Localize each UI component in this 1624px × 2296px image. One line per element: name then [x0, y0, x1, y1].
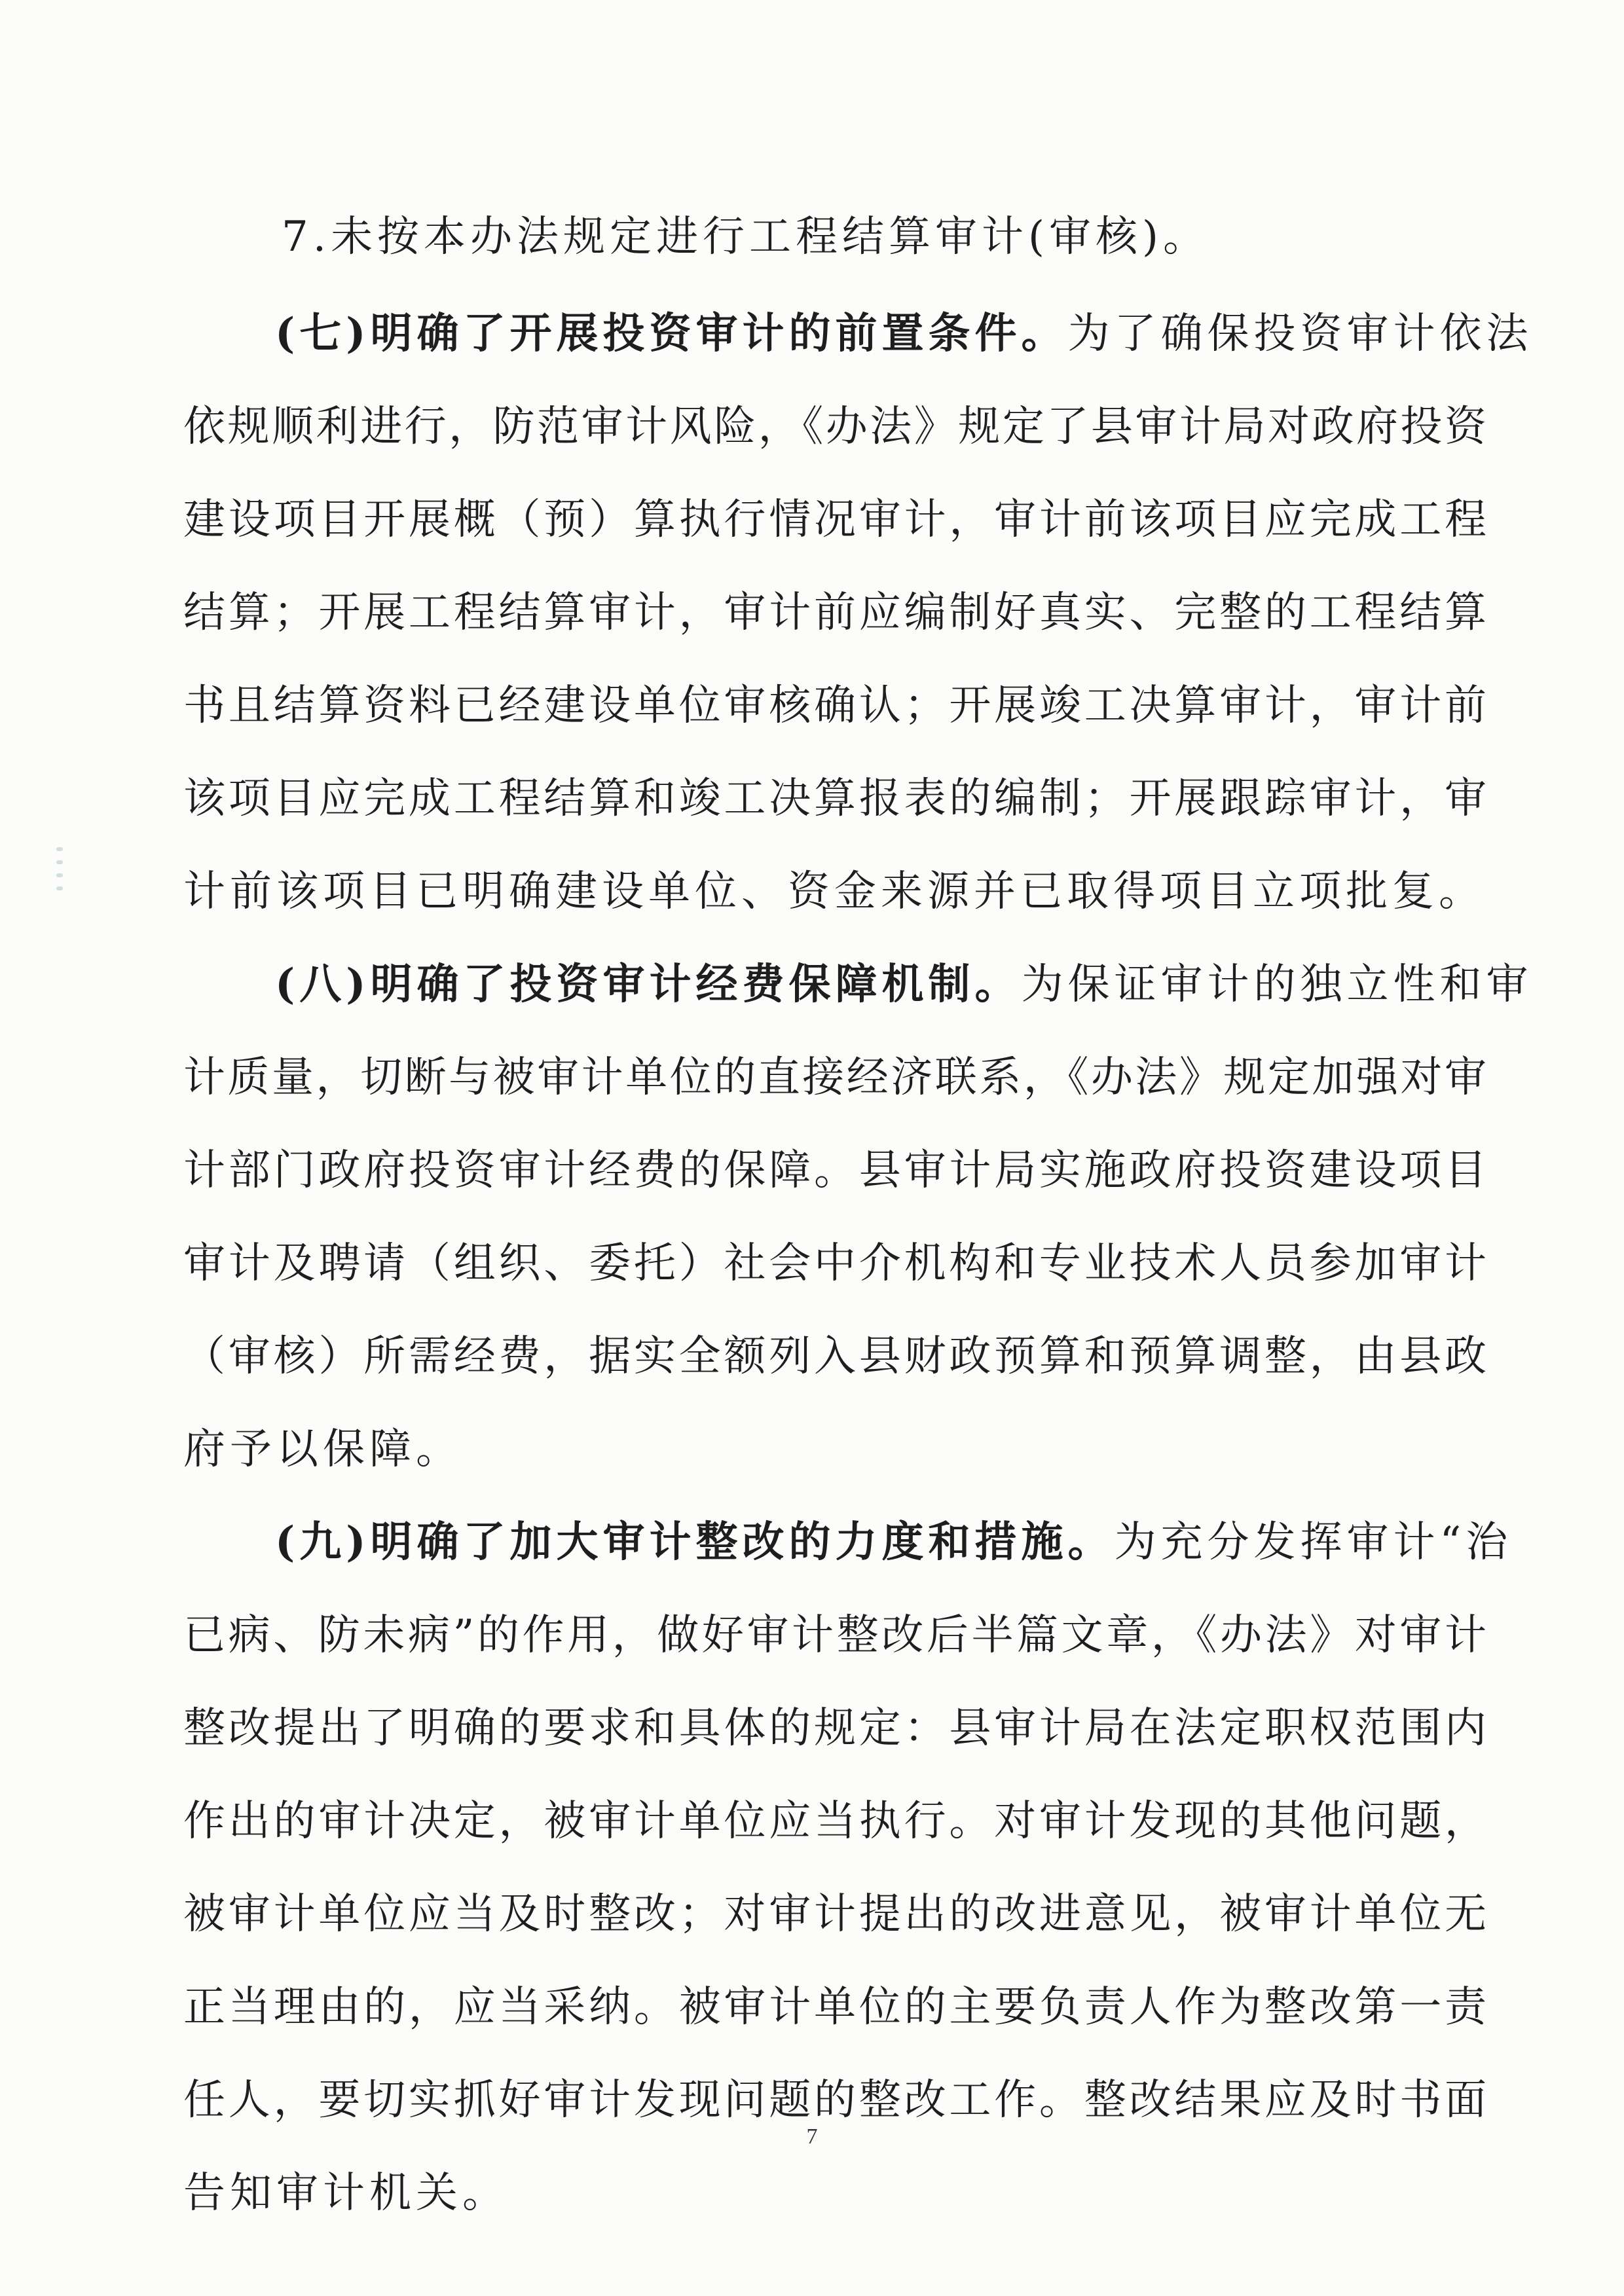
section-8-line: （审核）所需经费，据实全额列入县财政预算和预算调整，由县政	[183, 1332, 1486, 1381]
section-7-line: 该项目应完成工程结算和竣工决算报表的编制；开展跟踪审计，审	[183, 774, 1486, 823]
section-9-line: 整改提出了明确的要求和具体的规定：县审计局在法定职权范围内	[183, 1704, 1486, 1753]
section-8-line: 计部门政府投资审计经费的保障。县审计局实施政府投资建设项目	[183, 1146, 1486, 1195]
section-9-first-text: 为充分发挥审计“治	[1114, 1518, 1513, 1567]
page-number: 7	[806, 2124, 818, 2149]
section-9-line: 被审计单位应当及时整改；对审计提出的改进意见，被审计单位无	[183, 1890, 1486, 1939]
section-9-line: 已病、防未病”的作用，做好审计整改后半篇文章，《办法》对审计	[183, 1611, 1486, 1660]
section-9-first-line	[183, 1516, 1513, 1569]
section-9-line: 正当理由的，应当采纳。被审计单位的主要负责人作为整改第一责	[183, 1983, 1486, 2032]
section-8-heading: (八)明确了投资审计经费保障机制。	[275, 960, 1022, 1009]
section-7-line: 结算；开展工程结算审计，审计前应编制好真实、完整的工程结算	[183, 589, 1486, 637]
section-8-line: 计质量，切断与被审计单位的直接经济联系，《办法》规定加强对审	[183, 1053, 1486, 1102]
section-7-heading: (七)明确了开展投资审计的前置条件。	[275, 309, 1068, 358]
section-7-first-line	[183, 308, 1533, 360]
section-8-first-line	[183, 958, 1533, 1011]
section-7-first-text: 为了确保投资审计依法	[1067, 310, 1533, 358]
section-9-line: 任人，要切实抓好审计发现问题的整改工作。整改结果应及时书面	[183, 2076, 1486, 2124]
section-8-first-text: 为保证审计的独立性和审	[1021, 960, 1533, 1009]
section-7-line: 依规顺利进行，防范审计风险，《办法》规定了县审计局对政府投资	[183, 403, 1486, 451]
section-9-heading: (九)明确了加大审计整改的力度和措施。	[275, 1518, 1115, 1567]
scan-artifact	[51, 838, 71, 930]
section-8-line: 府予以保障。	[183, 1425, 462, 1474]
section-9-line: 作出的审计决定，被审计单位应当执行。对审计发现的其他问题，	[183, 1797, 1486, 1846]
section-7-line: 计前该项目已明确建设单位、资金来源并已取得项目立项批复。	[183, 867, 1485, 916]
section-9-line: 告知审计机关。	[183, 2169, 509, 2217]
section-7-line: 书且结算资料已经建设单位审核确认；开展竣工决算审计，审计前	[183, 682, 1486, 730]
list-item-7: 7.未按本办法规定进行工程结算审计(审核)。	[282, 213, 1209, 261]
section-8-line: 审计及聘请（组织、委托）社会中介机构和专业技术人员参加审计	[183, 1239, 1486, 1288]
section-7-line: 建设项目开展概（预）算执行情况审计，审计前该项目应完成工程	[183, 496, 1486, 544]
